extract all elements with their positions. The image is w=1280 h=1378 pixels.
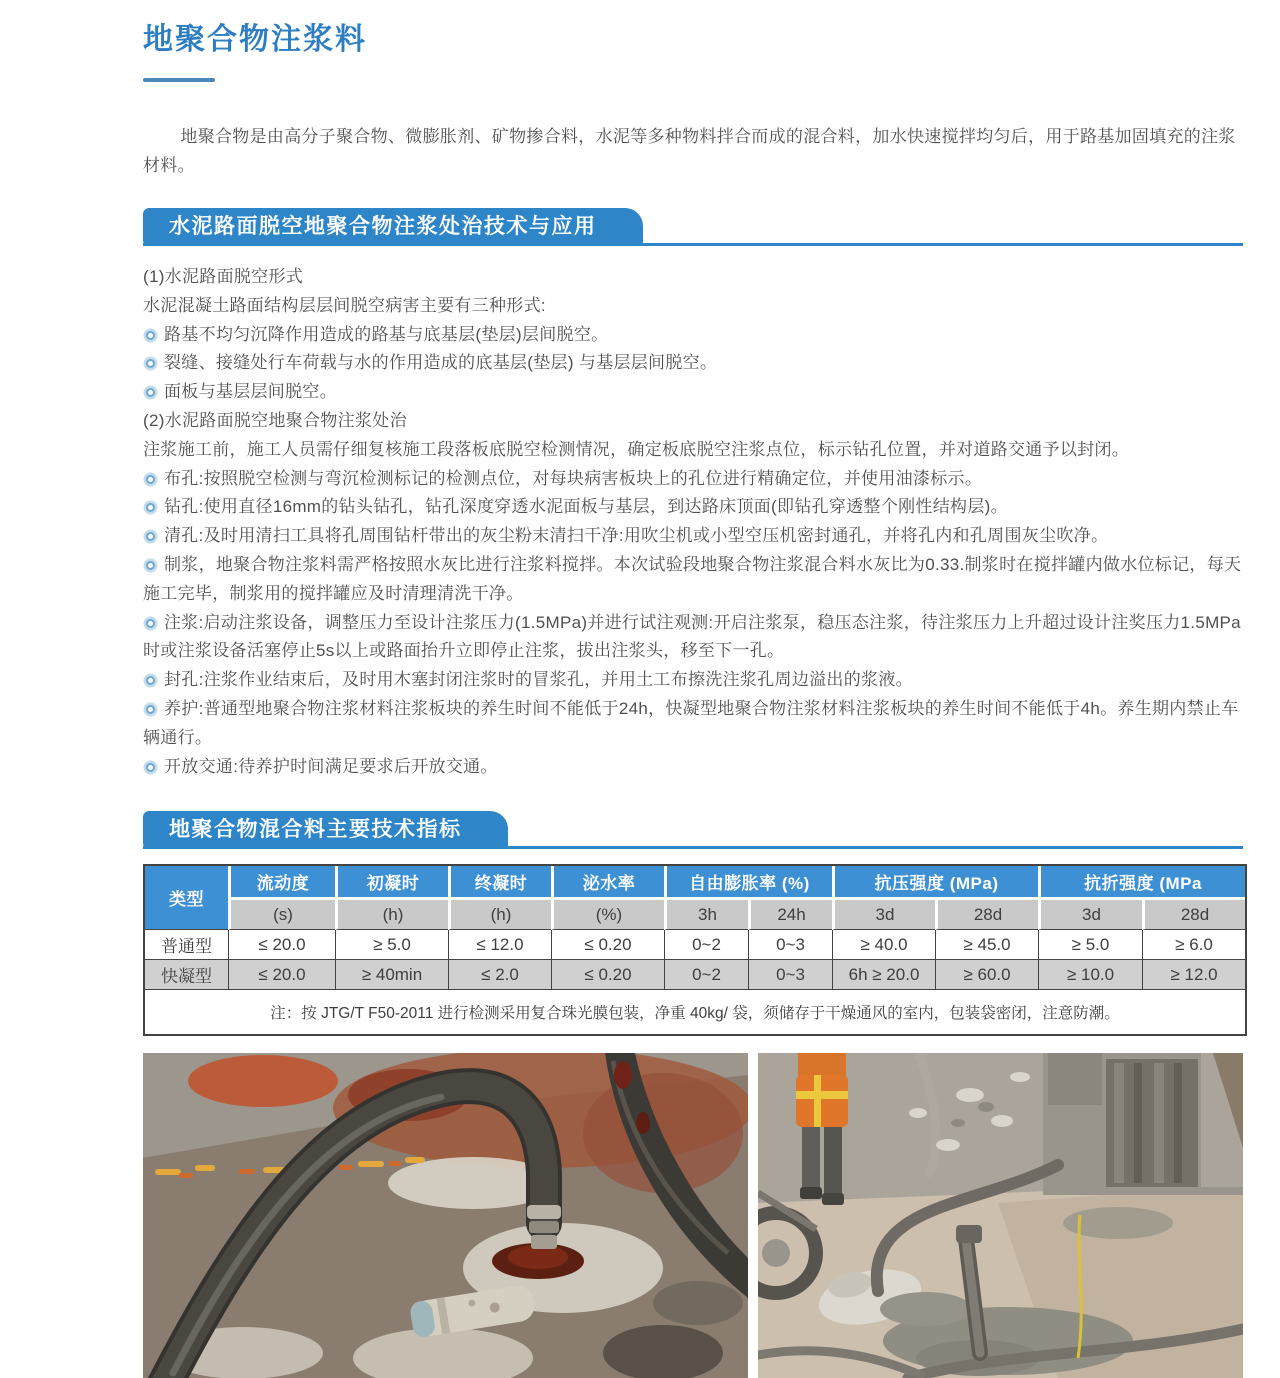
table-cell: ≥ 6.0 bbox=[1142, 930, 1245, 960]
table-cell: 0~3 bbox=[748, 960, 832, 990]
table-cell: ≥ 5.0 bbox=[335, 930, 448, 960]
section1-banner-row bbox=[143, 208, 1243, 246]
ring-bullet-icon bbox=[146, 705, 155, 714]
ring-bullet-icon bbox=[146, 475, 155, 484]
table-cell: 0~2 bbox=[664, 960, 748, 990]
table-note: 注：按 JTG/T F50-2011 进行检测采用复合珠光膜包装，净重 40kg/ 袋，须储存于干燥通风的室内，包装袋密闭，注意防潮。 bbox=[145, 990, 1245, 1034]
ring-bullet-icon bbox=[146, 331, 155, 340]
table-cell: 0~3 bbox=[748, 930, 832, 960]
ring-bullet-icon bbox=[146, 619, 155, 628]
bullet-item bbox=[143, 695, 1243, 753]
paragraph-text: 路基不均匀沉降作用造成的路基与底基层(垫层)层间脱空。 bbox=[164, 324, 609, 344]
ring-bullet-icon bbox=[146, 561, 155, 570]
ring-bullet-icon bbox=[146, 503, 155, 512]
bullet-item bbox=[143, 522, 1243, 551]
paragraph-text: 清孔:及时用清扫工具将孔周围钻杆带出的灰尘粉末清扫干净:用吹尘机或小型空压机密封通孔，并将孔内和孔周围灰尘吹净。 bbox=[164, 526, 1109, 546]
paragraph-text: 裂缝、接缝处行车荷载与水的作用造成的底基层(垫层) 与基层层间脱空。 bbox=[164, 353, 718, 373]
spec-table-body bbox=[145, 930, 1245, 1034]
table-header-cell: 自由膨胀率 (%) bbox=[664, 866, 832, 900]
table-cell: 0~2 bbox=[664, 930, 748, 960]
page-title: 地聚合物注浆料 bbox=[143, 23, 367, 56]
bullet-item bbox=[143, 465, 1243, 494]
worksite-photo-graphic bbox=[758, 1053, 1243, 1378]
table-cell: ≥ 40.0 bbox=[832, 930, 935, 960]
ring-bullet-icon bbox=[146, 359, 155, 368]
bullet-item bbox=[143, 321, 1243, 350]
grouting-worksite-equipment-photo bbox=[758, 1053, 1243, 1378]
table-subheader-cell: 28d bbox=[1142, 900, 1245, 930]
table-header-cell: 泌水率 bbox=[551, 866, 664, 900]
table-cell: ≤ 0.20 bbox=[551, 930, 664, 960]
paragraph-text: 制浆，地聚合物注浆料需严格按照水灰比进行注浆料搅拌。本次试验段地聚合物注浆混合料水灰比为0.33.制浆时在搅拌罐内做水位标记，每天施工完毕，制浆用的搅拌罐应及时清理清洗干净。 bbox=[143, 554, 1242, 603]
table-row bbox=[145, 930, 1245, 960]
ring-bullet-icon bbox=[146, 676, 155, 685]
section2-banner: 地聚合物混合料主要技术指标 bbox=[143, 811, 508, 849]
section1-paragraphs bbox=[143, 263, 1243, 781]
pavement-photo-graphic bbox=[143, 1053, 748, 1378]
table-unit-cell: (%) bbox=[551, 900, 664, 930]
paragraph-text: 水泥混凝土路面结构层层间脱空病害主要有三种形式: bbox=[143, 295, 546, 315]
table-row bbox=[145, 960, 1245, 990]
table-cell: ≤ 20.0 bbox=[228, 960, 335, 990]
ring-bullet-icon bbox=[146, 532, 155, 541]
table-cell: ≥ 12.0 bbox=[1142, 960, 1245, 990]
table-cell: ≥ 40min bbox=[335, 960, 448, 990]
row-type-cell: 普通型 bbox=[145, 930, 228, 960]
row-type-cell: 快凝型 bbox=[145, 960, 228, 990]
table-cell: ≥ 45.0 bbox=[935, 930, 1038, 960]
table-subheader-cell: 28d bbox=[935, 900, 1038, 930]
title-underline bbox=[143, 78, 215, 82]
paragraph-text: 面板与基层层间脱空。 bbox=[164, 382, 337, 402]
paragraph-text: 钻孔:使用直径16mm的钻头钻孔，钻孔深度穿透水泥面板与基层，到达路床顶面(即钻孔穿透整个刚性结构层)。 bbox=[164, 497, 1008, 517]
table-cell: ≥ 60.0 bbox=[935, 960, 1038, 990]
ring-bullet-icon bbox=[146, 388, 155, 397]
body-paragraph bbox=[143, 436, 1243, 465]
table-unit-cell: (h) bbox=[448, 900, 551, 930]
spec-table bbox=[143, 864, 1247, 1036]
table-header-cell: 抗压强度 (MPa) bbox=[832, 866, 1038, 900]
table-cell: 6h ≥ 20.0 bbox=[832, 960, 935, 990]
table-header-type: 类型 bbox=[145, 866, 228, 930]
paragraph-text: 开放交通:待养护时间满足要求后开放交通。 bbox=[164, 756, 498, 776]
body-paragraph bbox=[143, 292, 1243, 321]
grouting-hose-in-pavement-photo bbox=[143, 1053, 748, 1378]
spec-table-head bbox=[145, 866, 1245, 930]
ring-bullet-icon bbox=[146, 763, 155, 772]
paragraph-text: 养护:普通型地聚合物注浆材料注浆板块的养生时间不能低于24h，快凝型地聚合物注浆材料注浆板块的养生时间不能低于4h。养生期内禁止车辆通行。 bbox=[143, 698, 1239, 747]
section1-banner: 水泥路面脱空地聚合物注浆处治技术与应用 bbox=[143, 208, 643, 246]
paragraph-text: (2)水泥路面脱空地聚合物注浆处治 bbox=[143, 410, 407, 430]
table-cell: ≤ 12.0 bbox=[448, 930, 551, 960]
table-cell: ≥ 10.0 bbox=[1038, 960, 1142, 990]
body-paragraph bbox=[143, 407, 1243, 436]
table-subheader-cell: 3h bbox=[664, 900, 748, 930]
paragraph-text: (1)水泥路面脱空形式 bbox=[143, 267, 304, 286]
table-header-cell: 抗折强度 (MPa bbox=[1038, 866, 1245, 900]
photo-row bbox=[143, 1053, 1243, 1378]
table-cell: ≥ 5.0 bbox=[1038, 930, 1142, 960]
table-subheader-cell: 3d bbox=[1038, 900, 1142, 930]
paragraph-text: 布孔:按照脱空检测与弯沉检测标记的检测点位，对每块病害板块上的孔位进行精确定位，并使用油漆标示。 bbox=[164, 468, 983, 488]
bullet-item bbox=[143, 493, 1243, 522]
bullet-item bbox=[143, 349, 1243, 378]
intro-paragraph: 地聚合物是由高分子聚合物、微膨胀剂、矿物掺合料，水泥等多种物料拌合而成的混合料，加水快速搅拌均匀后，用于路基加固填充的注浆材料。 bbox=[143, 127, 1236, 175]
paragraph-text: 注浆:启动注浆设备，调整压力至设计注浆压力(1.5MPa)并进行试注观测:开启注浆泵，稳压态注浆，待注浆压力上升超过设计注奖压力1.5MPa时或注浆设备活塞停止5s以上或路面抬升立即停止注浆，拔出注浆头，移至下一孔。 bbox=[143, 612, 1241, 661]
table-cell: ≤ 20.0 bbox=[228, 930, 335, 960]
bullet-item bbox=[143, 378, 1243, 407]
table-header-cell: 流动度 bbox=[228, 866, 335, 900]
table-header-cell: 终凝时 bbox=[448, 866, 551, 900]
table-cell: ≤ 0.20 bbox=[551, 960, 664, 990]
table-subheader-cell: 24h bbox=[748, 900, 832, 930]
bullet-item bbox=[143, 666, 1243, 695]
table-cell: ≤ 2.0 bbox=[448, 960, 551, 990]
paragraph-text: 注浆施工前，施工人员需仔细复核施工段落板底脱空检测情况，确定板底脱空注浆点位，标示钻孔位置，并对道路交通予以封闭。 bbox=[143, 439, 1130, 459]
section2-banner-row bbox=[143, 811, 1243, 849]
bullet-item bbox=[143, 753, 1243, 782]
body-paragraph bbox=[143, 263, 1243, 292]
table-unit-cell: (h) bbox=[335, 900, 448, 930]
table-unit-cell: (s) bbox=[228, 900, 335, 930]
paragraph-text: 封孔:注浆作业结束后，及时用木塞封闭注浆时的冒浆孔，并用土工布擦洗注浆孔周边溢出的浆液。 bbox=[164, 670, 913, 690]
table-subheader-cell: 3d bbox=[832, 900, 935, 930]
table-header-cell: 初凝时 bbox=[335, 866, 448, 900]
bullet-item bbox=[143, 551, 1243, 609]
bullet-item bbox=[143, 609, 1243, 667]
